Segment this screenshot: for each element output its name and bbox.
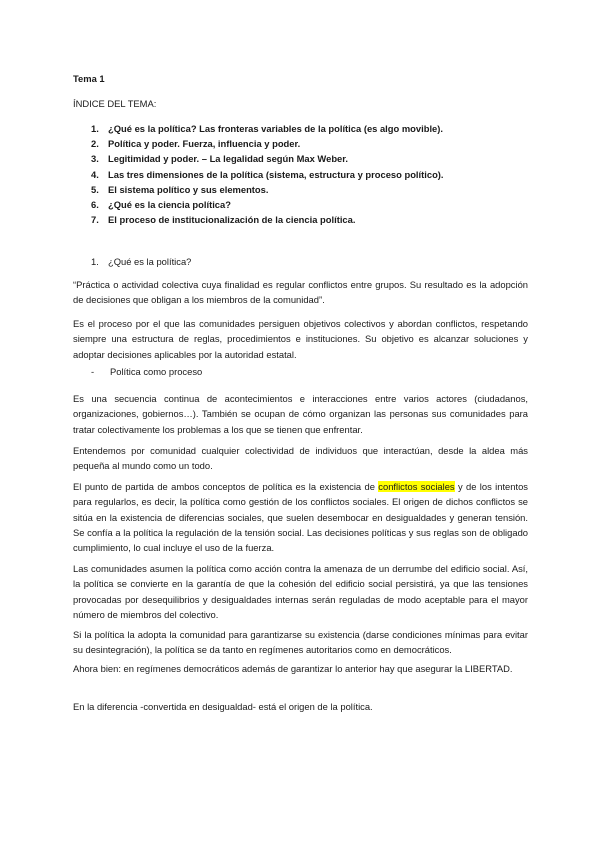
toc-item	[91, 136, 444, 151]
toc-item	[91, 197, 444, 212]
toc-number: 5.	[91, 183, 99, 195]
paragraph-adopta: Si la política la adopta la comunidad para garantizarse su existencia (darse condiciones mínimas para evitar su desintegración), la política se da tanto en regímenes autoritarios como en democráticos.	[73, 629, 528, 656]
toc-item	[91, 121, 444, 136]
bullet-text: Política como proceso	[110, 366, 203, 377]
paragraph-diferencia: En la diferencia -convertida en desigualdad- está el origen de la política.	[73, 701, 373, 712]
section-heading	[91, 256, 191, 267]
toc-text: ¿Qué es la ciencia política?	[108, 198, 231, 210]
toc-item	[91, 167, 444, 182]
toc-number: 6.	[91, 198, 99, 210]
paragraph-comunidad: Entendemos por comunidad cualquier colectividad de individuos que interactúan, desde la aldea más pequeña al mundo como un todo.	[73, 445, 528, 472]
toc-number: 4.	[91, 168, 99, 180]
section-number: 1.	[91, 256, 99, 267]
toc-number: 1.	[91, 123, 99, 134]
bullet-dash: -	[91, 366, 95, 377]
toc-text: El proceso de institucionalización de la ciencia política.	[108, 214, 356, 226]
toc-text: Política y poder. Fuerza, influencia y poder.	[108, 138, 301, 150]
toc-text: El sistema político y sus elementos.	[108, 183, 269, 195]
table-of-contents	[91, 121, 444, 227]
paragraph-secuencia: Es una secuencia continua de acontecimientos e interacciones entre varios actores (ciudadanos, organizaciones, gobiernos…). También se ocupan de cómo organizan las personas sus comunidades para tratar colectivamente los problemas a los que se tienen que enfrentar.	[73, 393, 528, 435]
definition-quote: “Práctica o actividad colectiva cuya finalidad es regular conflictos entre grupos. Su resultado es la adopción de decisiones que obligan a los miembros de la comunidad”.	[73, 279, 528, 306]
text-before-highlight: El punto de partida de ambos conceptos de política es la existencia de	[73, 481, 379, 492]
toc-number: 3.	[91, 153, 99, 165]
toc-number: 7.	[91, 214, 99, 226]
toc-text: ¿Qué es la política? Las fronteras variables de la política (es algo movible).	[108, 123, 444, 134]
toc-item	[91, 151, 444, 166]
bullet-item	[91, 366, 202, 377]
paragraph-proceso: Es el proceso por el que las comunidades persiguen objetivos colectivos y abordan conflictos, respetando siempre una estructura de reglas, procedimientos e instituciones. Su objetivo es alcanzar soluciones y adoptar decisiones aplicables por la autoridad estatal.	[73, 318, 528, 360]
paragraph-ahora-bien: Ahora bien: en regímenes democráticos además de garantizar lo anterior hay que asegurar la LIBERTAD.	[73, 663, 513, 674]
toc-item	[91, 212, 444, 227]
toc-text: Las tres dimensiones de la política (sistema, estructura y proceso político).	[108, 168, 444, 180]
paragraph-asumen: Las comunidades asumen la política como acción contra la amenaza de un derrumbe del edificio social. Así, la política se convierte en la garantía de que la cohesión del edificio social persistirá, ya que las tensiones provocadas por desequilibrios y desigualdades internas serán reguladas de modo aceptable para el mayor número de miembros del colectivo.	[73, 563, 528, 620]
toc-item	[91, 182, 444, 197]
toc-number: 2.	[91, 138, 99, 150]
paragraph-punto-de-partida	[73, 479, 528, 555]
section-title: ¿Qué es la política?	[108, 256, 192, 267]
toc-text: Legitimidad y poder. – La legalidad según Max Weber.	[108, 153, 348, 165]
index-title: ÍNDICE DEL TEMA:	[73, 98, 157, 109]
highlighted-text: conflictos sociales	[378, 481, 455, 492]
text-after-highlight: y de los intentos para regularlos, es decir, la política como gestión de los conflictos sociales. El origen de dichos conflictos se sitúa en la existencia de diferencias sociales, que suelen desembocar en desigualdades y generan tensión. Se confía a la política la regulación de la tensión social. Las decisiones políticas y sus reglas son de obligado cumplimiento, lo cual incluye el uso de la fuerza.	[73, 481, 528, 554]
topic-label: Tema 1	[73, 73, 105, 84]
